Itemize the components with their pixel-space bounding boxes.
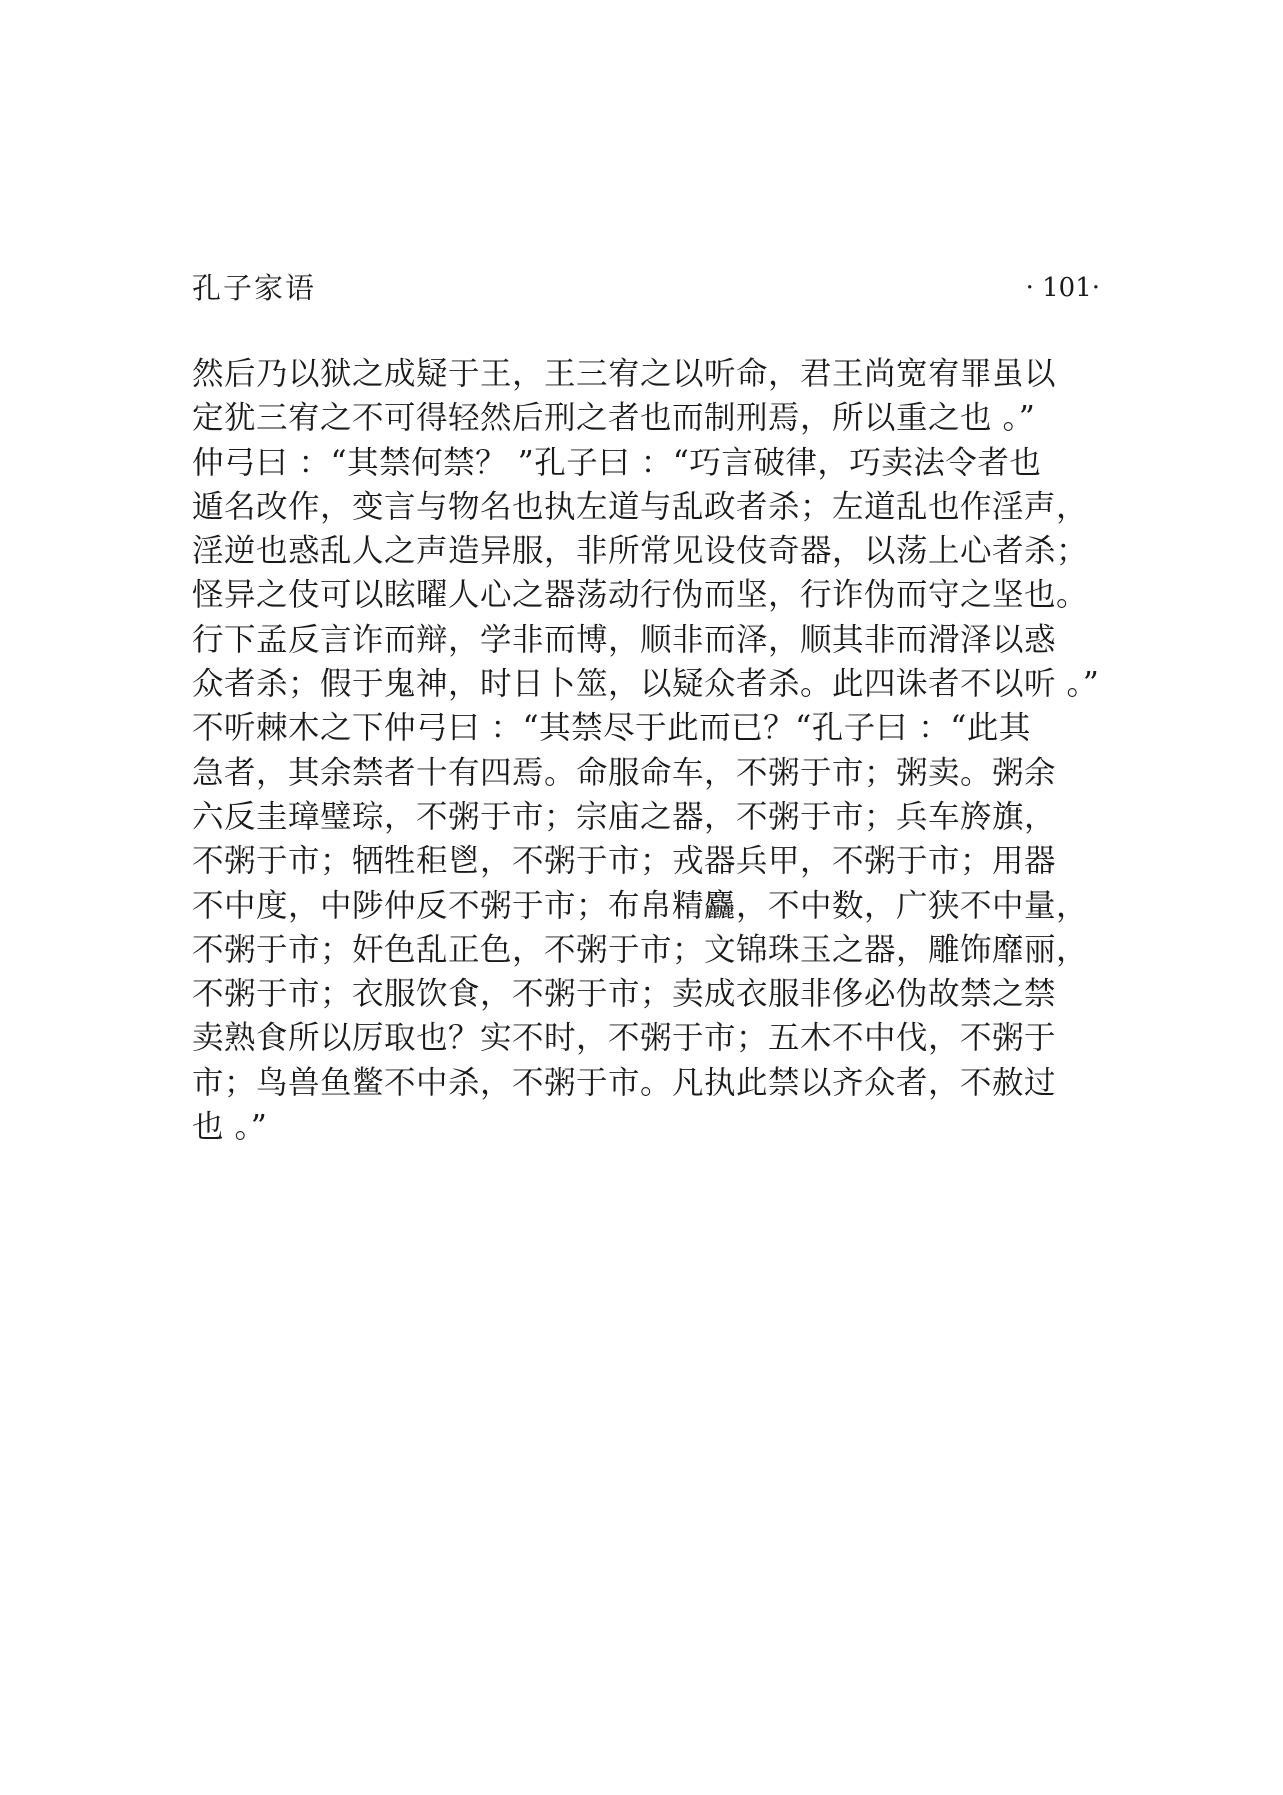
text-line: 不粥于市；牺牲秬鬯，不粥于市；戎器兵甲，不粥于市；用器: [192, 843, 1057, 880]
book-title: 孔子家语: [192, 271, 317, 305]
text-line: 遁名改作，变言与物名也执左道与乱政者杀；左道乱也作淫声，: [192, 488, 1089, 525]
text-line: 淫逆也惑乱人之声造异服，非所常见设伎奇器，以荡上心者杀；: [192, 533, 1089, 570]
text-line: 仲弓曰 ：“其禁何禁？ ”孔子曰 ：“巧言破律，巧卖法令者也: [192, 444, 1042, 481]
text-line: 不粥于市；奸色乱正色，不粥于市；文锦珠玉之器，雕饰靡丽，: [192, 931, 1089, 968]
text-line: 众者杀；假于鬼神，时日卜筮，以疑众者杀。此四诛者不以听 。”: [192, 666, 1100, 703]
page-header: [192, 268, 1100, 308]
page-number: · 101·: [1025, 273, 1100, 303]
text-line: 六反圭璋璧琮，不粥于市；宗庙之器，不粥于市；兵车旍旗，: [192, 798, 1057, 835]
text-line: 不中度，中陟仲反不粥于市；布帛精麤，不中数，广狭不中量，: [192, 887, 1089, 924]
text-line: 行下孟反言诈而辩，学非而博，顺非而泽，顺其非而滑泽以惑: [192, 621, 1057, 658]
text-line: 卖熟食所以厉取也？实不时，不粥于市；五木不中伐，不粥于: [192, 1020, 1057, 1057]
text-line: 不听棘木之下仲弓曰 ：“其禁尽于此而已？“孔子曰 ：“此其: [192, 710, 1031, 747]
text-line: 市；鸟兽鱼鳖不中杀，不粥于市。凡执此禁以齐众者，不赦过: [192, 1064, 1057, 1101]
body-text: [192, 352, 1152, 1149]
text-line: 怪异之伎可以眩曜人心之器荡动行伪而坚，行诈伪而守之坚也。: [192, 577, 1089, 614]
text-line: 不粥于市；衣服饮食，不粥于市；卖成衣服非侈必伪故禁之禁: [192, 976, 1057, 1013]
text-line: 急者，其余禁者十有四焉。命服命车，不粥于市；粥卖。粥余: [192, 754, 1057, 791]
text-line: 定犹三宥之不可得轻然后刑之者也而制刑焉，所以重之也 。”: [192, 400, 1036, 437]
text-line: 然后乃以狱之成疑于王，王三宥之以听命，君王尚宽宥罪虽以: [192, 356, 1057, 392]
text-line: 也 。”: [192, 1109, 268, 1146]
